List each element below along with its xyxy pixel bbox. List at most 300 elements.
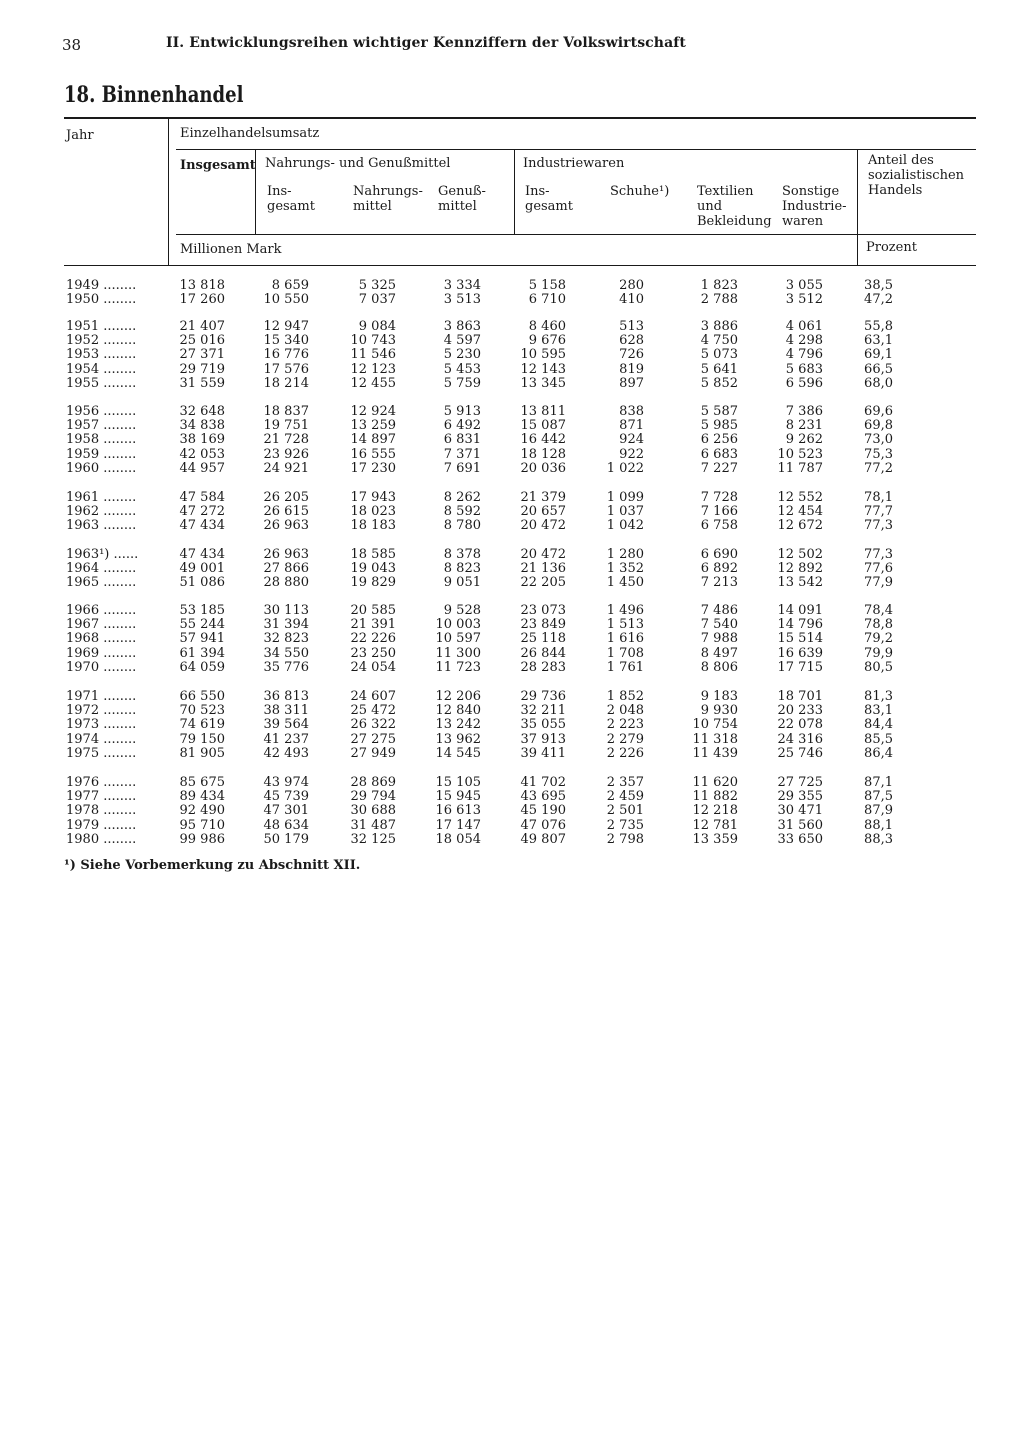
cell-anteil: 80,5 [864,659,893,675]
cell-jahr: 1952 ........ [66,333,137,349]
cell-textilien: 5 073 [700,347,738,363]
cell-iw-insgesamt: 15 087 [520,418,566,434]
cell-sonstige: 30 471 [777,803,823,819]
cell-insgesamt: 79 150 [179,731,225,747]
cell-schuhe: 1 616 [606,631,644,647]
cell-jahr: 1950 ........ [66,292,137,308]
cell-iw-insgesamt: 13 345 [520,375,566,391]
cell-sonstige: 13 542 [777,575,823,591]
cell-schuhe: 1 496 [606,603,644,618]
table-row [0,279,1024,293]
cell-nahrungsmittel: 16 555 [350,446,396,462]
table-row [0,632,1024,646]
cell-textilien: 5 641 [700,361,738,377]
cell-genussmittel: 8 262 [443,490,481,505]
page-number: 38 [62,36,82,54]
cell-jahr: 1949 ........ [66,278,137,293]
table-row [0,718,1024,732]
cell-iw-insgesamt: 26 844 [520,645,566,661]
cell-nahrungsmittel: 28 869 [350,775,396,790]
cell-genussmittel: 14 545 [435,745,481,761]
cell-schuhe: 513 [619,319,644,334]
header-genussmittel: Genuß- mittel [438,184,486,214]
cell-sonstige: 24 316 [777,731,823,747]
cell-textilien: 6 690 [700,547,738,562]
cell-iw-insgesamt: 6 710 [528,292,566,308]
header-ng-insgesamt: Ins- gesamt [267,184,315,214]
cell-insgesamt: 55 244 [179,617,225,633]
cell-ng-insgesamt: 12 947 [263,319,309,334]
cell-insgesamt: 47 434 [179,518,225,534]
cell-nahrungsmittel: 20 585 [350,603,396,618]
cell-ng-insgesamt: 36 813 [263,689,309,704]
table-row [0,448,1024,462]
table-row [0,804,1024,818]
cell-genussmittel: 5 230 [443,347,481,363]
cell-ng-insgesamt: 26 963 [263,518,309,534]
cell-genussmittel: 18 054 [435,831,481,847]
cell-anteil: 38,5 [864,278,893,293]
cell-insgesamt: 31 559 [179,375,225,391]
cell-sonstige: 7 386 [785,404,823,419]
cell-insgesamt: 99 986 [179,831,225,847]
cell-nahrungsmittel: 19 829 [350,575,396,591]
cell-schuhe: 1 280 [606,547,644,562]
table-row [0,618,1024,632]
table-row [0,505,1024,519]
cell-textilien: 6 256 [700,432,738,448]
cell-genussmittel: 15 945 [435,789,481,805]
cell-nahrungsmittel: 26 322 [350,717,396,733]
table-row [0,320,1024,334]
cell-insgesamt: 29 719 [179,361,225,377]
cell-iw-insgesamt: 20 657 [520,504,566,520]
cell-iw-insgesamt: 9 676 [528,333,566,349]
cell-insgesamt: 70 523 [179,703,225,719]
cell-sonstige: 4 061 [785,319,823,334]
cell-insgesamt: 42 053 [179,446,225,462]
cell-nahrungsmittel: 25 472 [350,703,396,719]
cell-anteil: 77,3 [864,547,893,562]
cell-schuhe: 924 [619,432,644,448]
cell-schuhe: 838 [619,404,644,419]
cell-schuhe: 280 [619,278,644,293]
cell-schuhe: 628 [619,333,644,349]
cell-iw-insgesamt: 12 143 [520,361,566,377]
table-row [0,690,1024,704]
cell-textilien: 13 359 [692,831,738,847]
cell-schuhe: 2 223 [606,717,644,733]
cell-iw-insgesamt: 22 205 [520,575,566,591]
cell-insgesamt: 61 394 [179,645,225,661]
cell-jahr: 1975 ........ [66,745,137,761]
cell-anteil: 85,5 [864,731,893,747]
cell-textilien: 7 486 [700,603,738,618]
cell-textilien: 6 758 [700,518,738,534]
cell-nahrungsmittel: 14 897 [350,432,396,448]
cell-textilien: 7 213 [700,575,738,591]
cell-jahr: 1956 ........ [66,404,137,419]
cell-iw-insgesamt: 45 190 [520,803,566,819]
cell-insgesamt: 44 957 [179,460,225,476]
cell-genussmittel: 5 453 [443,361,481,377]
cell-ng-insgesamt: 26 615 [263,504,309,520]
cell-anteil: 69,6 [864,404,893,419]
cell-iw-insgesamt: 47 076 [520,817,566,833]
cell-textilien: 7 227 [700,460,738,476]
cell-iw-insgesamt: 39 411 [520,745,566,761]
cell-textilien: 2 788 [700,292,738,308]
table-row [0,704,1024,718]
cell-anteil: 68,0 [864,375,893,391]
cell-sonstige: 27 725 [777,775,823,790]
cell-genussmittel: 5 913 [443,404,481,419]
header-jahr: Jahr [66,128,94,143]
footnote: ¹) Siehe Vorbemerkung zu Abschnitt XII. [64,858,361,873]
anteil-divider [857,150,858,265]
header-nahrungs-genuss: Nahrungs- und Genußmittel [265,156,451,171]
cell-genussmittel: 5 759 [443,375,481,391]
cell-textilien: 11 439 [692,745,738,761]
cell-textilien: 11 318 [692,731,738,747]
cell-nahrungsmittel: 7 037 [358,292,396,308]
cell-schuhe: 1 352 [606,561,644,577]
cell-jahr: 1951 ........ [66,319,137,334]
table-row [0,462,1024,476]
cell-genussmittel: 13 962 [435,731,481,747]
cell-jahr: 1962 ........ [66,504,137,520]
cell-iw-insgesamt: 28 283 [520,659,566,675]
industrie-divider [514,150,515,234]
cell-nahrungsmittel: 18 023 [350,504,396,520]
cell-iw-insgesamt: 43 695 [520,789,566,805]
cell-iw-insgesamt: 8 460 [528,319,566,334]
cell-anteil: 83,1 [864,703,893,719]
cell-ng-insgesamt: 47 301 [263,803,309,819]
cell-ng-insgesamt: 34 550 [263,645,309,661]
cell-sonstige: 12 892 [777,561,823,577]
cell-nahrungsmittel: 31 487 [350,817,396,833]
cell-nahrungsmittel: 27 949 [350,745,396,761]
cell-genussmittel: 7 691 [443,460,481,476]
cell-textilien: 7 988 [700,631,738,647]
cell-iw-insgesamt: 23 849 [520,617,566,633]
cell-nahrungsmittel: 12 924 [350,404,396,419]
cell-insgesamt: 13 818 [179,278,225,293]
cell-textilien: 9 183 [700,689,738,704]
cell-nahrungsmittel: 19 043 [350,561,396,577]
cell-nahrungsmittel: 32 125 [350,831,396,847]
cell-insgesamt: 38 169 [179,432,225,448]
cell-jahr: 1964 ........ [66,561,137,577]
table-row [0,790,1024,804]
cell-sonstige: 14 091 [777,603,823,618]
cell-ng-insgesamt: 50 179 [263,831,309,847]
cell-jahr: 1957 ........ [66,418,137,434]
cell-genussmittel: 9 051 [443,575,481,591]
table-row [0,661,1024,675]
cell-sonstige: 5 683 [785,361,823,377]
header-unit-prozent: Prozent [866,240,917,255]
cell-genussmittel: 15 105 [435,775,481,790]
cell-textilien: 7 540 [700,617,738,633]
table-row [0,491,1024,505]
cell-nahrungsmittel: 23 250 [350,645,396,661]
cell-nahrungsmittel: 12 123 [350,361,396,377]
cell-schuhe: 922 [619,446,644,462]
cell-insgesamt: 85 675 [179,775,225,790]
cell-jahr: 1974 ........ [66,731,137,747]
cell-ng-insgesamt: 18 214 [263,375,309,391]
cell-iw-insgesamt: 37 913 [520,731,566,747]
unit-rule [176,234,976,235]
cell-jahr: 1954 ........ [66,361,137,377]
cell-iw-insgesamt: 29 736 [520,689,566,704]
header-insgesamt: Insgesamt [180,158,256,173]
cell-insgesamt: 92 490 [179,803,225,819]
cell-anteil: 87,5 [864,789,893,805]
cell-textilien: 6 892 [700,561,738,577]
cell-anteil: 77,2 [864,460,893,476]
header-nahrungsmittel: Nahrungs- mittel [353,184,423,214]
running-head: II. Entwicklungsreihen wichtiger Kennziffern der Volkswirtschaft [166,35,686,51]
cell-nahrungsmittel: 13 259 [350,418,396,434]
cell-genussmittel: 9 528 [443,603,481,618]
cell-insgesamt: 34 838 [179,418,225,434]
cell-schuhe: 1 037 [606,504,644,520]
cell-schuhe: 1 042 [606,518,644,534]
cell-textilien: 7 728 [700,490,738,505]
cell-jahr: 1955 ........ [66,375,137,391]
table-row [0,733,1024,747]
cell-anteil: 63,1 [864,333,893,349]
cell-anteil: 78,1 [864,490,893,505]
cell-jahr: 1980 ........ [66,831,137,847]
cell-iw-insgesamt: 20 036 [520,460,566,476]
cell-textilien: 5 587 [700,404,738,419]
cell-nahrungsmittel: 12 455 [350,375,396,391]
cell-sonstige: 3 055 [785,278,823,293]
cell-iw-insgesamt: 18 128 [520,446,566,462]
cell-jahr: 1959 ........ [66,446,137,462]
cell-schuhe: 1 513 [606,617,644,633]
cell-insgesamt: 21 407 [179,319,225,334]
cell-genussmittel: 12 840 [435,703,481,719]
cell-schuhe: 410 [619,292,644,308]
cell-jahr: 1965 ........ [66,575,137,591]
cell-jahr: 1971 ........ [66,689,137,704]
cell-sonstige: 9 262 [785,432,823,448]
cell-iw-insgesamt: 13 811 [520,404,566,419]
top-rule [64,117,976,119]
cell-ng-insgesamt: 48 634 [263,817,309,833]
cell-jahr: 1969 ........ [66,645,137,661]
cell-insgesamt: 32 648 [179,404,225,419]
cell-schuhe: 2 501 [606,803,644,819]
cell-anteil: 79,9 [864,645,893,661]
cell-ng-insgesamt: 39 564 [263,717,309,733]
cell-genussmittel: 17 147 [435,817,481,833]
table-row [0,519,1024,533]
header-bottom-rule [64,265,976,266]
cell-sonstige: 4 796 [785,347,823,363]
cell-textilien: 12 781 [692,817,738,833]
cell-insgesamt: 25 016 [179,333,225,349]
cell-ng-insgesamt: 35 776 [263,659,309,675]
cell-insgesamt: 47 434 [179,547,225,562]
cell-schuhe: 2 459 [606,789,644,805]
cell-ng-insgesamt: 27 866 [263,561,309,577]
cell-genussmittel: 10 597 [435,631,481,647]
cell-anteil: 75,3 [864,446,893,462]
cell-schuhe: 2 798 [606,831,644,847]
cell-insgesamt: 81 905 [179,745,225,761]
cell-schuhe: 819 [619,361,644,377]
cell-schuhe: 2 279 [606,731,644,747]
header-anteil: Anteil des sozialistischen Handels [868,153,965,198]
cell-iw-insgesamt: 20 472 [520,518,566,534]
table-row [0,562,1024,576]
cell-nahrungsmittel: 22 226 [350,631,396,647]
cell-genussmittel: 8 592 [443,504,481,520]
table-row [0,419,1024,433]
cell-textilien: 3 886 [700,319,738,334]
cell-jahr: 1963¹) ...... [66,547,139,562]
cell-schuhe: 2 048 [606,703,644,719]
cell-anteil: 81,3 [864,689,893,704]
cell-schuhe: 2 735 [606,817,644,833]
table-row [0,647,1024,661]
cell-textilien: 10 754 [692,717,738,733]
cell-sonstige: 11 787 [777,460,823,476]
cell-sonstige: 22 078 [777,717,823,733]
cell-textilien: 11 882 [692,789,738,805]
cell-genussmittel: 4 597 [443,333,481,349]
cell-sonstige: 18 701 [777,689,823,704]
cell-ng-insgesamt: 16 776 [263,347,309,363]
cell-jahr: 1972 ........ [66,703,137,719]
cell-jahr: 1966 ........ [66,603,137,618]
cell-sonstige: 3 512 [785,292,823,308]
cell-anteil: 88,1 [864,817,893,833]
cell-genussmittel: 8 378 [443,547,481,562]
cell-insgesamt: 95 710 [179,817,225,833]
cell-schuhe: 2 357 [606,775,644,790]
cell-genussmittel: 6 492 [443,418,481,434]
cell-nahrungsmittel: 17 230 [350,460,396,476]
cell-textilien: 8 497 [700,645,738,661]
cell-nahrungsmittel: 17 943 [350,490,396,505]
cell-textilien: 4 750 [700,333,738,349]
table-row [0,776,1024,790]
cell-textilien: 6 683 [700,446,738,462]
cell-schuhe: 1 022 [606,460,644,476]
cell-jahr: 1973 ........ [66,717,137,733]
cell-anteil: 77,6 [864,561,893,577]
cell-nahrungsmittel: 11 546 [350,347,396,363]
cell-anteil: 77,7 [864,504,893,520]
cell-schuhe: 1 099 [606,490,644,505]
cell-ng-insgesamt: 28 880 [263,575,309,591]
cell-sonstige: 17 715 [777,659,823,675]
cell-insgesamt: 53 185 [179,603,225,618]
cell-textilien: 5 852 [700,375,738,391]
cell-ng-insgesamt: 32 823 [263,631,309,647]
cell-schuhe: 1 708 [606,645,644,661]
cell-schuhe: 1 761 [606,659,644,675]
cell-ng-insgesamt: 24 921 [263,460,309,476]
header-iw-insgesamt: Ins- gesamt [525,184,573,214]
cell-sonstige: 12 454 [777,504,823,520]
cell-insgesamt: 49 001 [179,561,225,577]
cell-genussmittel: 8 823 [443,561,481,577]
year-column-divider [168,118,169,265]
cell-insgesamt: 17 260 [179,292,225,308]
cell-nahrungsmittel: 30 688 [350,803,396,819]
cell-anteil: 78,8 [864,617,893,633]
cell-anteil: 77,3 [864,518,893,534]
cell-insgesamt: 89 434 [179,789,225,805]
cell-genussmittel: 12 206 [435,689,481,704]
cell-schuhe: 1 852 [606,689,644,704]
cell-jahr: 1970 ........ [66,659,137,675]
cell-textilien: 5 985 [700,418,738,434]
cell-iw-insgesamt: 25 118 [520,631,566,647]
cell-iw-insgesamt: 41 702 [520,775,566,790]
cell-anteil: 69,1 [864,347,893,363]
table-row [0,293,1024,307]
cell-nahrungsmittel: 29 794 [350,789,396,805]
cell-nahrungsmittel: 21 391 [350,617,396,633]
cell-anteil: 47,2 [864,292,893,308]
table-row [0,334,1024,348]
cell-anteil: 55,8 [864,319,893,334]
table-row [0,576,1024,590]
cell-ng-insgesamt: 26 205 [263,490,309,505]
cell-sonstige: 15 514 [777,631,823,647]
cell-nahrungsmittel: 18 183 [350,518,396,534]
cell-iw-insgesamt: 16 442 [520,432,566,448]
cell-anteil: 88,3 [864,831,893,847]
header-textilien: Textilien und Bekleidung [697,184,772,229]
table-row [0,819,1024,833]
cell-sonstige: 4 298 [785,333,823,349]
cell-sonstige: 8 231 [785,418,823,434]
cell-schuhe: 871 [619,418,644,434]
cell-anteil: 79,2 [864,631,893,647]
cell-nahrungsmittel: 24 054 [350,659,396,675]
cell-sonstige: 14 796 [777,617,823,633]
cell-ng-insgesamt: 10 550 [263,292,309,308]
cell-anteil: 86,4 [864,745,893,761]
cell-sonstige: 12 672 [777,518,823,534]
table-row [0,405,1024,419]
cell-genussmittel: 6 831 [443,432,481,448]
header-sonstige: Sonstige Industrie- waren [782,184,847,229]
cell-genussmittel: 10 003 [435,617,481,633]
cell-iw-insgesamt: 21 136 [520,561,566,577]
cell-jahr: 1961 ........ [66,490,137,505]
cell-jahr: 1953 ........ [66,347,137,363]
section-title: 18. Binnenhandel [64,82,244,108]
cell-schuhe: 1 450 [606,575,644,591]
cell-iw-insgesamt: 20 472 [520,547,566,562]
cell-jahr: 1960 ........ [66,460,137,476]
cell-jahr: 1963 ........ [66,518,137,534]
cell-ng-insgesamt: 41 237 [263,731,309,747]
cell-anteil: 87,1 [864,775,893,790]
cell-textilien: 12 218 [692,803,738,819]
